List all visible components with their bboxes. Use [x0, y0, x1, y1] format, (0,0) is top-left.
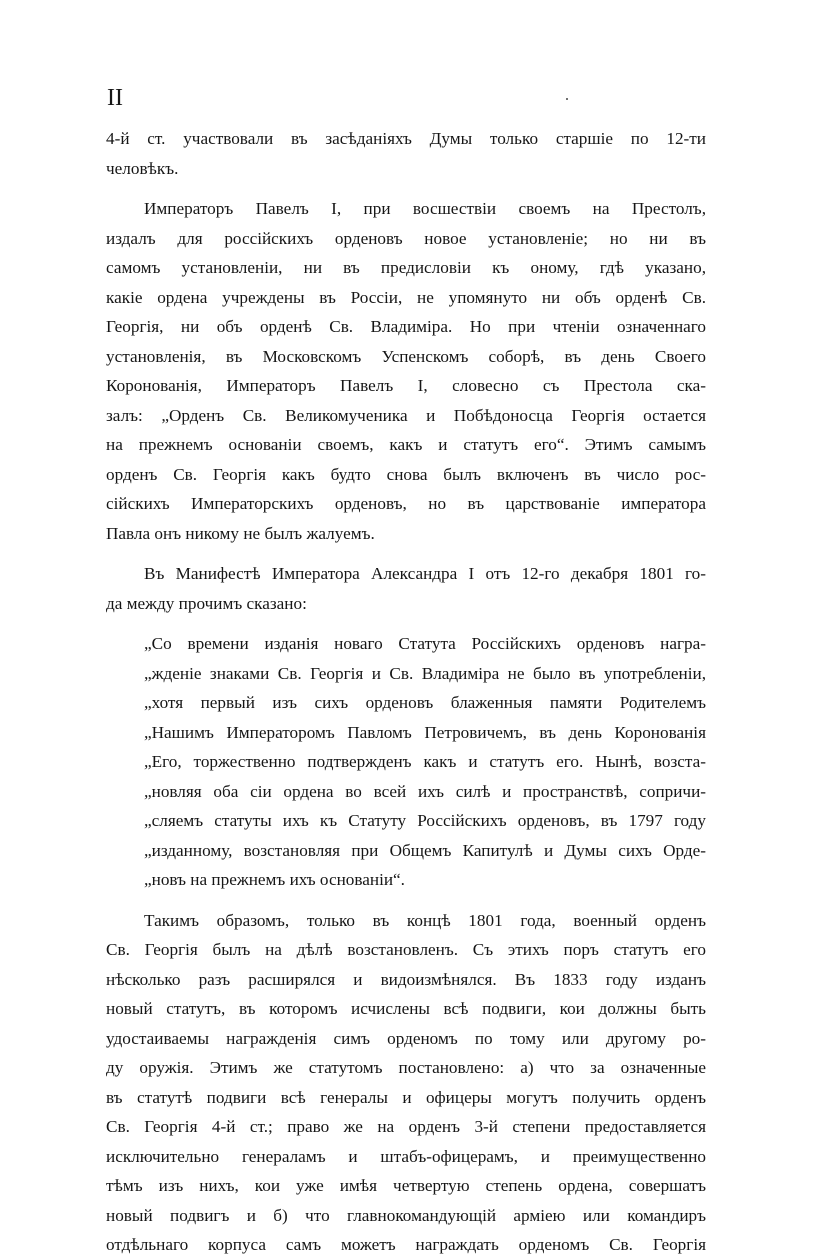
text-line: орденъ Св. Георгія какъ будто снова былъ включенъ въ число рос-	[106, 464, 706, 484]
quote-line: „Нашимъ Императоромъ Павломъ Петровичемъ, въ день Коронованія	[144, 722, 706, 742]
text-line: нѣсколько разъ расширялся и видоизмѣнялся. Въ 1833 году изданъ	[106, 969, 706, 989]
print-speck	[566, 98, 568, 100]
quote-line: „новляя оба сіи ордена во всей ихъ силѣ и пространствѣ, сопричи-	[144, 781, 706, 801]
text-line: да между прочимъ сказано:	[106, 593, 307, 613]
quote-line: „новъ на прежнемъ ихъ основаніи“.	[144, 870, 405, 889]
text-line: установленія, въ Московскомъ Успенскомъ соборѣ, въ день Своего	[106, 346, 706, 366]
text-line: тѣмъ изъ нихъ, кои уже имѣя четвертую степень ордена, совершатъ	[106, 1176, 706, 1195]
paragraph-manifesto-intro	[106, 559, 706, 618]
text-line: Въ Манифестѣ Императора Александра I отъ 12-го декабря 1801 го-	[144, 564, 706, 583]
text-line: Императоръ Павелъ I, при восшествіи своемъ на Престолъ,	[144, 199, 706, 218]
paragraph-continuation	[106, 124, 706, 183]
paragraph-emperor-paul	[106, 194, 706, 548]
quote-line: „хотя первый изъ сихъ орденовъ блаженныя памяти Родителемъ	[144, 693, 706, 712]
manifesto-quote	[106, 629, 706, 895]
paragraph-restoration	[106, 906, 706, 1260]
text-line: на прежнемъ основаніи своемъ, какъ и статутъ его“. Этимъ самымъ	[106, 435, 706, 454]
body-text	[106, 124, 706, 1260]
text-line: новый статутъ, въ которомъ исчислены всѣ подвиги, кои должны быть	[106, 999, 706, 1018]
quote-line: „Со времени изданія новаго Статута Россійскихъ орденовъ награ-	[144, 634, 706, 653]
text-line: отдѣльнаго корпуса самъ можетъ награждать орденомъ Св. Георгія	[106, 1235, 706, 1254]
text-line: какіе ордена учреждены въ Россіи, не упомянуто ни объ орденѣ Св.	[106, 287, 706, 307]
text-line: новый подвигъ и б) что главнокомандующій арміею или командиръ	[106, 1205, 706, 1225]
quote-line: „изданному, возстановляя при Общемъ Капитулѣ и Думы сихъ Орде-	[144, 840, 706, 860]
text-line: Св. Георгія 4-й ст.; право же на орденъ 3-й степени предоставляется	[106, 1117, 706, 1136]
text-line: сійскихъ Императорскихъ орденовъ, но въ царствованіе императора	[106, 494, 706, 513]
text-line: Георгія, ни объ орденѣ Св. Владиміра. Но при чтеніи означеннаго	[106, 317, 706, 336]
text-line: 4-й ст. участвовали въ засѣданіяхъ Думы только старшіе по 12-ти	[106, 129, 706, 148]
text-line: Коронованія, Императоръ Павелъ I, словесно съ Престола ска-	[106, 376, 706, 395]
text-line: Такимъ образомъ, только въ концѣ 1801 года, военный орденъ	[144, 910, 706, 930]
text-line: Павла онъ никому не былъ жалуемъ.	[106, 523, 375, 543]
text-line: издалъ для россійскихъ орденовъ новое установленіе; но ни въ	[106, 228, 706, 248]
text-line: удостаиваемы награжденія симъ орденомъ по тому или другому ро-	[106, 1028, 706, 1048]
text-line: ду оружія. Этимъ же статутомъ постановлено: а) что за означенные	[106, 1058, 706, 1077]
text-line: Св. Георгія былъ на дѣлѣ возстановленъ. Съ этихъ поръ статутъ его	[106, 940, 706, 959]
quote-line: „сляемъ статуты ихъ къ Статуту Россійскихъ орденовъ, въ 1797 году	[144, 811, 706, 830]
text-line: исключительно генераламъ и штабъ-офицерамъ, и преимущественно	[106, 1146, 706, 1166]
quote-line: „Его, торжественно подтвержденъ какъ и статутъ его. Нынѣ, возста-	[144, 752, 706, 771]
quote-line: „жденіе знаками Св. Георгія и Св. Владиміра не было въ употребленіи,	[144, 663, 706, 683]
text-line: самомъ установленіи, ни въ предисловіи къ оному, гдѣ указано,	[106, 258, 706, 277]
text-line: въ статутѣ подвиги всѣ генералы и офицеры могутъ получить орденъ	[106, 1087, 706, 1107]
text-line: человѣкъ.	[106, 158, 179, 178]
text-line: залъ: „Орденъ Св. Великомученика и Побѣдоносца Георгія остается	[106, 405, 706, 425]
page-number: II	[107, 85, 123, 111]
